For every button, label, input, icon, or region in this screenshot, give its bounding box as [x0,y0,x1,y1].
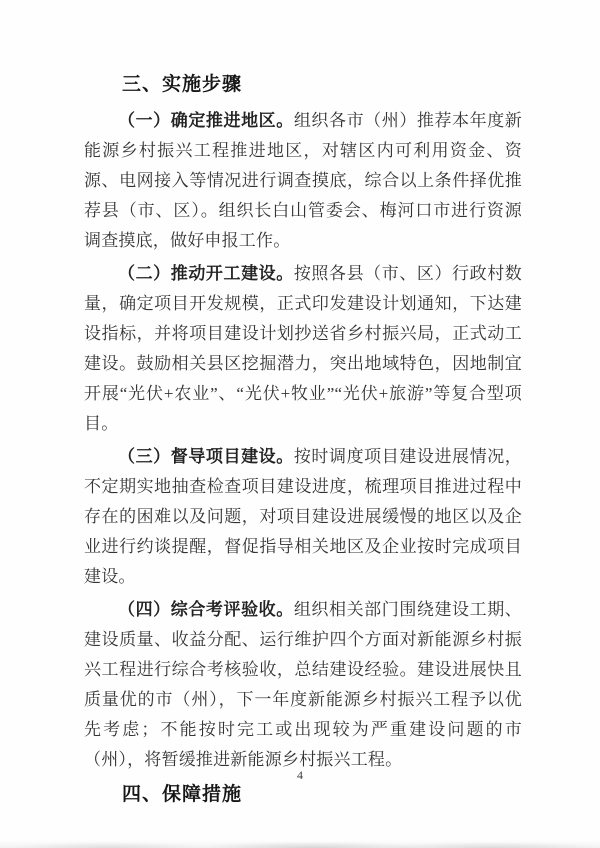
paragraph-supervise-projects [84,442,522,592]
paragraph-promote-construction-body: 按照各县（市、区）行政村数量，确定项目开发规模，正式印发建设计划通知，下达建设指标，并将项目建设计划抄送省乡村振兴局，正式动工建设。鼓励相关县区挖掘潜力，突出地域特色，因地制宜开展“光伏+农业”、“光伏+牧业”“光伏+旅游”等复合型项目。 [84,264,523,433]
paragraph-supervise-projects-body: 按时调度项目建设进展情况，不定期实地抽查检查项目建设进度，梳理项目推进过程中存在的困难以及问题，对项目建设进展缓慢的地区以及企业进行约谈提醒，督促指导相关地区及企业按时完成项目建设。 [84,447,523,586]
paragraph-promote-construction-lead: （二）推动开工建设。 [118,264,294,283]
paragraph-determine-regions-lead: （一）确定推进地区。 [118,111,294,130]
paragraph-comprehensive-evaluation-lead: （四）综合考评验收。 [118,600,294,619]
section-heading-safeguard-measures: 四、保障措施 [122,784,243,805]
page-number: 4 [297,768,303,782]
paragraph-comprehensive-evaluation-body: 组织相关部门围绕建设工期、建设质量、收益分配、运行维护四个方面对新能源乡村振兴工程进行综合考核验收，总结建设经验。建设进展快且质量优的市（州），下一年度新能源乡村振兴工程予以优先考虑；不能按时完工或出现较为严重建设问题的市（州），将暂缓推进新能源乡村振兴工程。 [84,600,523,769]
section-heading-implementation-steps: 三、实施步骤 [122,74,243,95]
paragraph-supervise-projects-lead: （三）督导项目建设。 [118,447,294,466]
paragraph-promote-construction [84,259,522,439]
scan-artifact-bottom-edge [0,838,600,848]
document-content [84,70,522,810]
paragraph-determine-regions-body: 组织各市（州）推荐本年度新能源乡村振兴工程推进地区，对辖区内可利用资金、资源、电网接入等情况进行调查摸底，综合以上条件择优推荐县（市、区）。组织长白山管委会、梅河口市进行资源调查摸底，做好申报工作。 [84,111,523,250]
paragraph-comprehensive-evaluation [84,595,522,775]
paragraph-determine-regions [84,106,522,256]
